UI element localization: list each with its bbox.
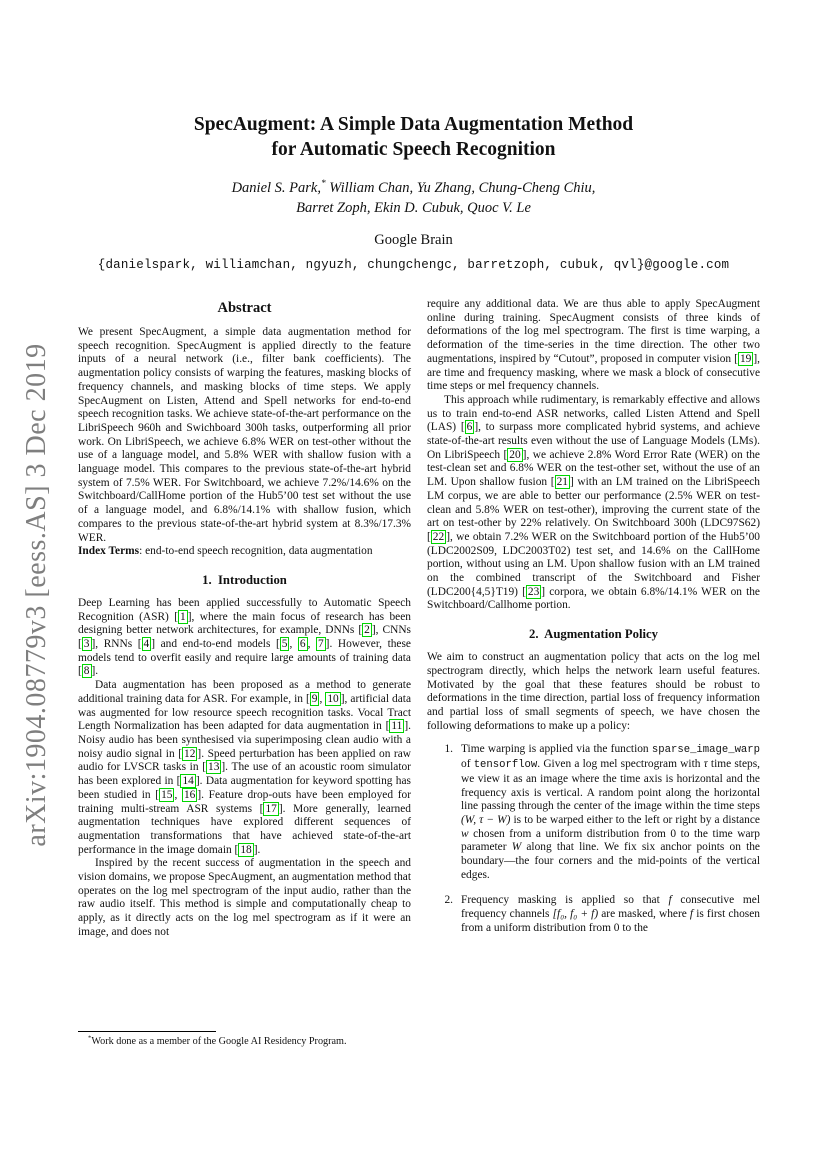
- footnote-block: [78, 1023, 411, 1049]
- citation-link[interactable]: 14: [182, 775, 194, 788]
- math-span: f: [668, 894, 672, 907]
- paper-title: [0, 112, 827, 162]
- list-item-number: 1.: [444, 743, 453, 756]
- math-span: W: [511, 841, 522, 854]
- code-span: tensorflow: [473, 759, 538, 772]
- authors-line-2: Barret Zoph, Ekin D. Cubuk, Quoc V. Le: [296, 200, 531, 216]
- abstract-body: We present SpecAugment, a simple data augmentation method for speech recognition. SpecAugment is applied directly to the feature inputs of a neural network (i.e., filter bank coefficients). The augmentation policy consists of warping the features, masking blocks of frequency channels, and masking blocks of time steps. We apply SpecAugment on Listen, Attend and Spell networks for end-to-end speech recognition tasks. We achieve state-of-the-art performance on the LibriSpeech 960h and Swichboard 300h tasks, outperforming all prior work. On LibriSpeech, we achieve 6.8% WER on test-other without the use of a language model, and 5.8% WER with shallow fusion with a language model. This compares to the previous state-of-the-art hybrid system of 7.5% WER. For Switchboard, we achieve 7.2%/14.6% on the Switchboard/CallHome portion of the Hub5’00 test set without the use of a language model, and 6.8%/14.1% with shallow fusion, which compares to the previous state-of-the-art hybrid system at 8.3%/17.3% WER.: [78, 326, 411, 544]
- intro-paragraph-2: Data augmentation has been proposed as a method to generate additional training data for ASR. For example, in [ 9 , 10 ], artificial data was augmented for low resource speech recognition tasks. Vocal Tract Length Normalization has been adapted for data augmentation in [ 11 ]. Noisy audio has been synthesised via superimposing clean audio with a noisy audio signal in [ 12 ]. Speed perturbation has been applied on raw audio for LVSCR tasks in [ 13 ]. The use of an acoustic room simulator has been explored in [ 14 ]. Data augmentation for keyword spotting has been studied in [ 15 , 16 ]. Feature drop-outs have been employed for training multi-stream ASR systems [ 17 ]. More generally, learned augmentation techniques have explored different sequences of augmentation transformations that have achieved state-of-the-art performance in the image domain [ 18 ].: [78, 679, 411, 856]
- citation-link[interactable]: 2: [364, 624, 370, 637]
- left-column: [78, 298, 411, 1048]
- citation-link[interactable]: 10: [327, 692, 339, 705]
- affiliation: Google Brain: [374, 232, 453, 248]
- citation-link[interactable]: 19: [739, 352, 752, 365]
- citation-link[interactable]: 5: [281, 638, 288, 651]
- paper-header: [0, 0, 827, 272]
- title-line-1: SpecAugment: A Simple Data Augmentation Method: [193, 114, 634, 135]
- section-1-heading: 1. Introduction: [202, 572, 287, 587]
- author-list: [0, 178, 827, 218]
- index-terms: Index Terms: end-to-end speech recognition, data augmentation: [78, 545, 373, 558]
- citation-link[interactable]: 3: [83, 638, 90, 651]
- abstract-heading: Abstract: [217, 300, 272, 316]
- citation-link[interactable]: 16: [183, 788, 196, 801]
- deformation-list: [427, 743, 760, 935]
- citation-link[interactable]: 22: [432, 530, 445, 543]
- policy-paragraph: We aim to construct an augmentation policy that acts on the log mel spectrogram directly, which helps the network learn useful features. Motivated by the goal that these features should be robust to deformations in the time direction, partial loss of frequency information and partial loss of small segments of speech, we have chosen the following deformations to make up a policy:: [427, 651, 760, 732]
- citation-link[interactable]: 21: [556, 476, 568, 489]
- citation-link[interactable]: 4: [143, 638, 150, 651]
- authors-line-1: Daniel S. Park,* William Chan, Yu Zhang, Chung-Cheng Chiu,: [231, 179, 596, 196]
- citation-link[interactable]: 23: [527, 585, 540, 598]
- citation-link[interactable]: 6: [299, 638, 306, 651]
- math-span: f: [689, 908, 694, 921]
- math-span: w: [461, 827, 469, 840]
- intro-paragraph-1: Deep Learning has been applied successfully to Automatic Speech Recognition (ASR) [ 1 ], where the main focus of research has been designing better network architectures, for example, DNNs [ 2 ], CNNs [ 3 ], RNNs [ 4 ] and end-to-end models [ 5 , 6 , 7 ]. However, these models tend to overfit easily and require large amounts of training data [ 8 ].: [78, 596, 411, 678]
- right-column: [427, 298, 760, 1048]
- arxiv-watermark-text: arXiv:1904.08779v3 [eess.AS] 3 Dec 2019: [21, 343, 52, 847]
- list-item-text: Frequency masking is applied so that f consecutive mel frequency channels [f₀, f₀ + f) are masked, where f is first chosen from a uniform distribution from 0 to the: [461, 894, 760, 934]
- title-line-2: for Automatic Speech Recognition: [271, 139, 556, 160]
- superscript-mark: *: [88, 1034, 92, 1042]
- math-span: (W, τ − W): [461, 813, 511, 826]
- math-span: [f₀, f₀ + f): [552, 908, 599, 921]
- superscript-mark: *: [320, 179, 326, 190]
- code-span: sparse_image_warp: [651, 744, 760, 757]
- two-column-body: [0, 298, 827, 1048]
- citation-link[interactable]: 13: [208, 761, 220, 774]
- citation-link[interactable]: 17: [265, 802, 277, 815]
- footnote-rule: [78, 1031, 216, 1032]
- math-span: τ: [703, 758, 708, 771]
- citation-link[interactable]: 18: [240, 843, 252, 856]
- list-item-time-warping: [427, 743, 760, 882]
- citation-link[interactable]: 11: [391, 720, 403, 733]
- citation-link[interactable]: 1: [180, 610, 186, 623]
- section-2-heading: 2. Augmentation Policy: [529, 627, 658, 642]
- bold-span: Index Terms: [78, 545, 140, 558]
- author-emails: {danielspark, williamchan, ngyuzh, chungchengc, barretzoph, cubuk, qvl}@google.com: [97, 258, 730, 272]
- citation-link[interactable]: 15: [161, 788, 173, 801]
- intro-paragraph-3: Inspired by the recent success of augmentation in the speech and vision domains, we propose SpecAugment, an augmentation method that operates on the log mel spectrogram of the input audio, rather than the raw audio itself. This method is simple and computationally cheap to apply, as it directly acts on the log mel spectrogram as if it were an image, and does not: [78, 857, 411, 938]
- list-item-text: Time warping is applied via the function sparse_image_warp of tensorflow. Given a log mel spectrogram with τ time steps, we view it as an image where the time axis is horizontal and the frequency axis is vertical. A random point along the horizontal line passing through the center of the image within the time steps (W, τ − W) is to be warped either to the left or right by a distance w chosen from a uniform distribution from 0 to the time warp parameter W along that line. We fix six anchor points on the boundary—the four corners and the mid-points of the vertical edges.: [461, 743, 761, 881]
- citation-link[interactable]: 7: [317, 638, 324, 651]
- list-item-frequency-masking: [427, 894, 760, 935]
- list-item-number: 2.: [444, 894, 453, 907]
- citation-link[interactable]: 9: [311, 692, 318, 705]
- citation-link[interactable]: 8: [83, 665, 90, 678]
- citation-link[interactable]: 20: [509, 448, 521, 461]
- citation-link[interactable]: 6: [466, 421, 473, 434]
- citation-link[interactable]: 12: [184, 747, 196, 760]
- continuation-paragraph: require any additional data. We are thus able to apply SpecAugment online during training. SpecAugment consists of three kinds of deformations of the log mel spectrogram. The first is time warping, a deformation of the time-series in the time direction. The other two augmentations, inspired by “Cutout”, proposed in computer vision [ 19 ], are time and frequency masking, where we mask a block of consecutive time steps or mel frequency channels.: [427, 298, 760, 393]
- results-paragraph: This approach while rudimentary, is remarkably effective and allows us to train end-to-end ASR networks, called Listen Attend and Spell (LAS) [ 6 ], to surpass more complicated hybrid systems, and achieve state-of-the-art results even without the use of Language Models (LMs). On LibriSpeech [ 20 ], we achieve 2.8% Word Error Rate (WER) on the test-clean set and 6.8% WER on the test-other set, without the use of an LM. Upon shallow fusion [ 21 ] with an LM trained on the LibriSpeech LM corpus, we are able to better our performance (2.5% WER on test-clean and 5.8% WER on test-other), improving the current state of the art on test-other by 22% relatively. On Switchboard 300h (LDC97S62) [ 22 ], we obtain 7.2% WER on the Switchboard portion of the Hub5’00 (LDC2002S09, LDC2003T02) test set, and 14.6% on the CallHome portion, without using an LM. Upon shallow fusion with an LM trained on the combined transcript of the Switchboard and Fisher (LDC200{4,5}T19) [ 23 ] corpora, we obtain 6.8%/14.1% WER on the Switchboard/Callhome portion.: [427, 393, 760, 612]
- footnote-text: *Work done as a member of the Google AI Residency Program.: [88, 1034, 347, 1047]
